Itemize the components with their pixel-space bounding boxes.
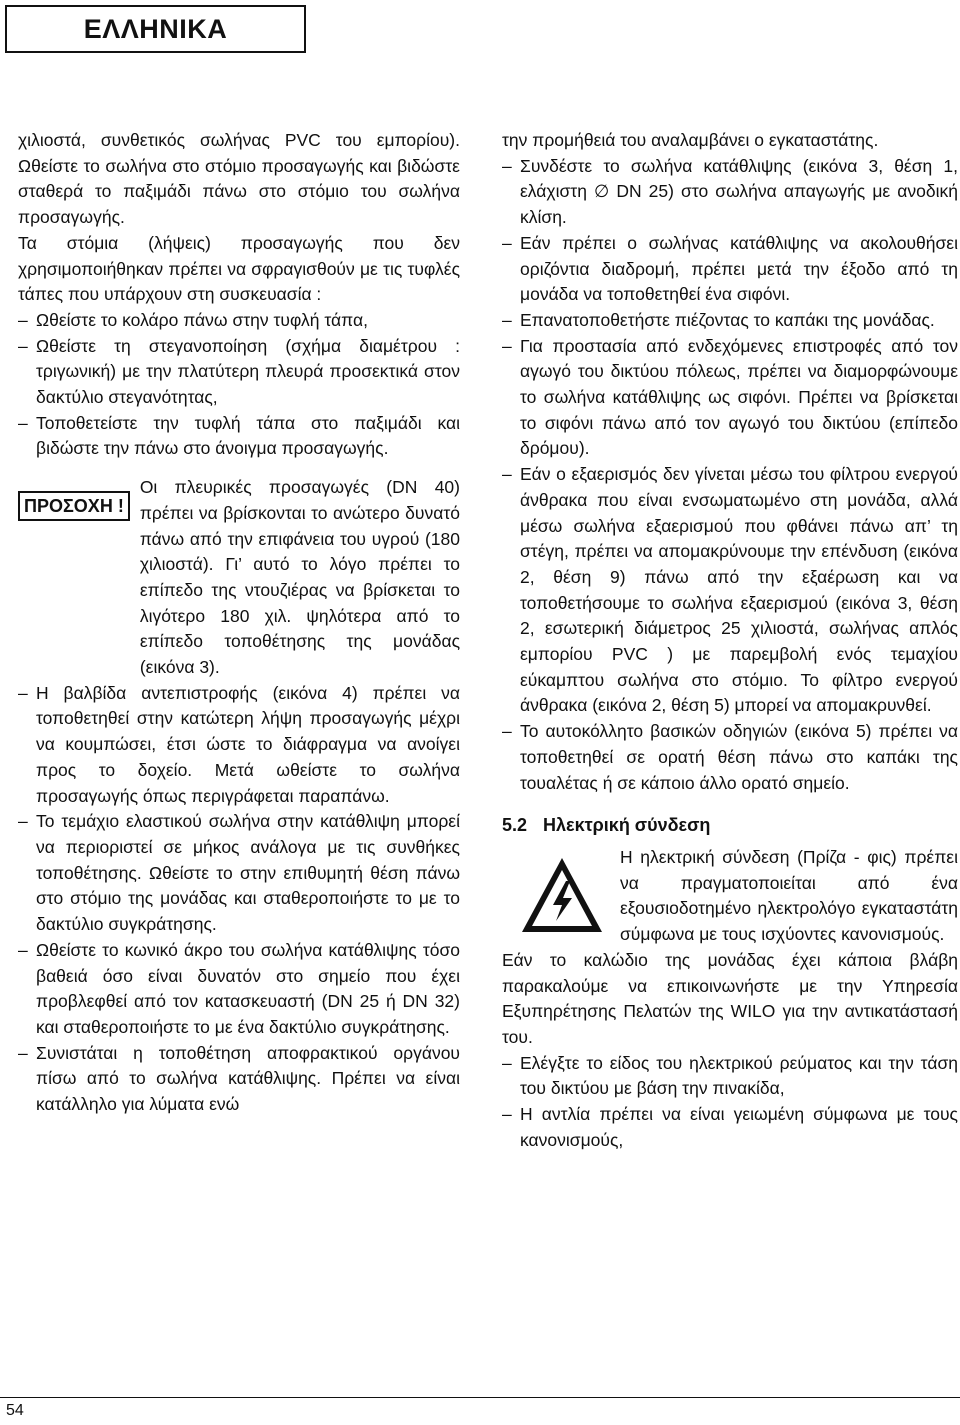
list-item: – Ωθείστε το κωνικό άκρο του σωλήνα κατάθλιψης τόσο βαθειά όσο είναι δυνατόν στο σημείο που έχει προβλεφθεί από τον κατασκευαστή (DN 25 ή DN 32) και σταθεροποιήστε το με ένα δακτύλιο συγκράτησης. [18,938,460,1041]
paragraph: χιλιοστά, συνθετικός σωλήνας PVC του εμπορίου). Ωθείστε το σωλήνα στο στόμιο προσαγωγής και βιδώστε σταθερά το παξιμάδι πάνω στο στόμιο του σωλήνα προσαγωγής. [18,130,460,228]
caution-block [18,475,460,681]
paragraph: Εάν το καλώδιο της μονάδας έχει κάποια βλάβη παρακαλούμε να επικοινωνήστε με την Υπηρεσία Εξυπηρέτησης Πελατών της WILO για την αντικατάστασή του. [502,949,958,1047]
list-item: – Ωθείστε τη στεγανοποίηση (σχήμα διαμέτρου : τριγωνική) με την πλατύτερη πλευρά προσεκτικά στον δακτύλιο στεγανότητας, [18,334,460,411]
right-column [502,128,958,1153]
list-item: – Τοποθετείστε την τυφλή τάπα στο παξιμάδι και βιδώστε την πάνω στο άνοιγμα προσαγωγής. [18,411,460,462]
electrical-hazard-icon [520,855,604,935]
electrical-text: Η ηλεκτρική σύνδεση (Πρίζα - φις) πρέπει να πραγματοποιείται από ένα εξουσιοδοτημένο ηλεκτρολόγο εγκαταστάτη σύμφωνα με τους ισχύοντες κανονισμούς. [620,846,958,945]
list-item: – Εάν πρέπει ο σωλήνας κατάθλιψης να ακολουθήσει οριζόντια διαδρομή, πρέπει μετά την έξοδο από τη μονάδα να τοποθετηθεί ένα σιφόνι. [502,231,958,308]
list-item: – Το αυτοκόλλητο βασικών οδηγιών (εικόνα 5) πρέπει να τοποθετηθεί σε ορατή θέση πάνω στο καπάκι της τουαλέτας ή σε κάποιο άλλο ορατό σημείο. [502,719,958,796]
language-header: ΕΛΛΗΝΙΚΑ [5,5,306,53]
list-item: – Συνιστάται η τοποθέτηση αποφρακτικού οργάνου πίσω από το σωλήνα κατάθλιψης. Πρέπει να είναι κατάλληλο για λύματα ενώ [18,1041,460,1118]
page-number: 54 [6,1402,24,1419]
paragraph: Τα στόμια (λήψεις) προσαγωγής που δεν χρησιμοποιήθηκαν πρέπει να σφραγισθούν με τις τυφλές τάπες που υπάρχουν στη συσκευασία : [18,232,460,305]
list-item: – Ελέγξτε το είδος του ηλεκτρικού ρεύματος και την τάση του δικτύου με βάση την πινακίδα, [502,1051,958,1102]
section-heading [502,813,958,839]
list-item: – Για προστασία από ενδεχόμενες επιστροφές από τον αγωγό του δικτύου πόλεως, πρέπει να διαμορφώνουμε το σωλήνα κατάθλιψης ως σιφόνι. Πρέπει να βρίσκεται το σιφόνι πάνω από τον αγωγό του δικτύου (επίπεδο δρόμου). [502,334,958,463]
caution-label: ΠΡΟΣΟΧΗ ! [18,491,130,521]
footer-rule [0,1397,960,1398]
list-item: – Συνδέστε το σωλήνα κατάθλιψης (εικόνα 3, θέση 1, ελάχιστη ∅ DN 25) στο σωλήνα απαγωγής με ανοδική κλίση. [502,154,958,231]
section-title: Ηλεκτρική σύνδεση [543,815,711,836]
list-item: – Η βαλβίδα αντεπιστροφής (εικόνα 4) πρέπει να τοποθετηθεί στην κατώτερη λήψη προσαγωγής μέχρι να κουμπώσει, έτσι ώστε το διάφραγμα να ανοίγει προς το δοχείο. Μετά ωθείστε το σωλήνα προσαγωγής όπως περιγράφεται παραπάνω. [18,681,460,810]
electrical-block [502,845,958,948]
paragraph: την προμήθειά του αναλαμβάνει ο εγκαταστάτης. [502,130,879,150]
list-item: – Επανατοποθετήστε πιέζοντας το καπάκι της μονάδας. [502,308,958,334]
list-item: – Εάν ο εξαερισμός δεν γίνεται μέσω του φίλτρου ενεργού άνθρακα που είναι ενσωματωμένο στη μονάδα, αλλά μέσω σωλήνα εξαερισμού που φθάνει πάνω απ’ τη στέγη, πρέπει να απομακρύνουμε την επένδυση (εικόνα 2, θέση 9) πάνω από την εξαέρωση και να τοποθετήσουμε το σωλήνα εξαερισμού (εικόνα 3, θέση 2, εσωτερική διάμετρος 25 χιλιοστά, σωλήνας απλός εμπορίου PVC ) με παρεμβολή ενός τεμαχίου εύκαμπτου σωλήνα στο στόμιο. Το φίλτρο ενεργού άνθρακα (εικόνα 2, θέση 5) μπορεί να απομακρυνθεί. [502,462,958,719]
list-item: – Η αντλία πρέπει να είναι γειωμένη σύμφωνα με τους κανονισμούς, [502,1102,958,1153]
section-number: 5.2 [502,815,528,836]
list-item: – Ωθείστε το κολάρο πάνω στην τυφλή τάπα, [18,308,460,334]
caution-text: Οι πλευρικές προσαγωγές (DN 40) πρέπει να βρίσκονται το ανώτερο δυνατό πάνω από την επιφάνεια του υγρού (180 χιλιοστά). Γι’ αυτό το λόγο πρέπει το επίπεδο της ντουζιέρας να βρίσκεται το λιγότερο 180 χιλ. ψηλότερα από το επίπεδο τοποθέτησης της μονάδας (εικόνα 3). [139,477,460,678]
left-column [18,128,460,1118]
list-item: – Το τεμάχιο ελαστικού σωλήνα στην κατάθλιψη μπορεί να περιοριστεί σε μήκος ανάλογα με τις συνθήκες τοποθέτησης. Ωθείστε το στην επιθυμητή θέση πάνω στο στόμιο της μονάδας και σταθεροποιήστε το με το δακτύλιο συγκράτησης. [18,809,460,938]
